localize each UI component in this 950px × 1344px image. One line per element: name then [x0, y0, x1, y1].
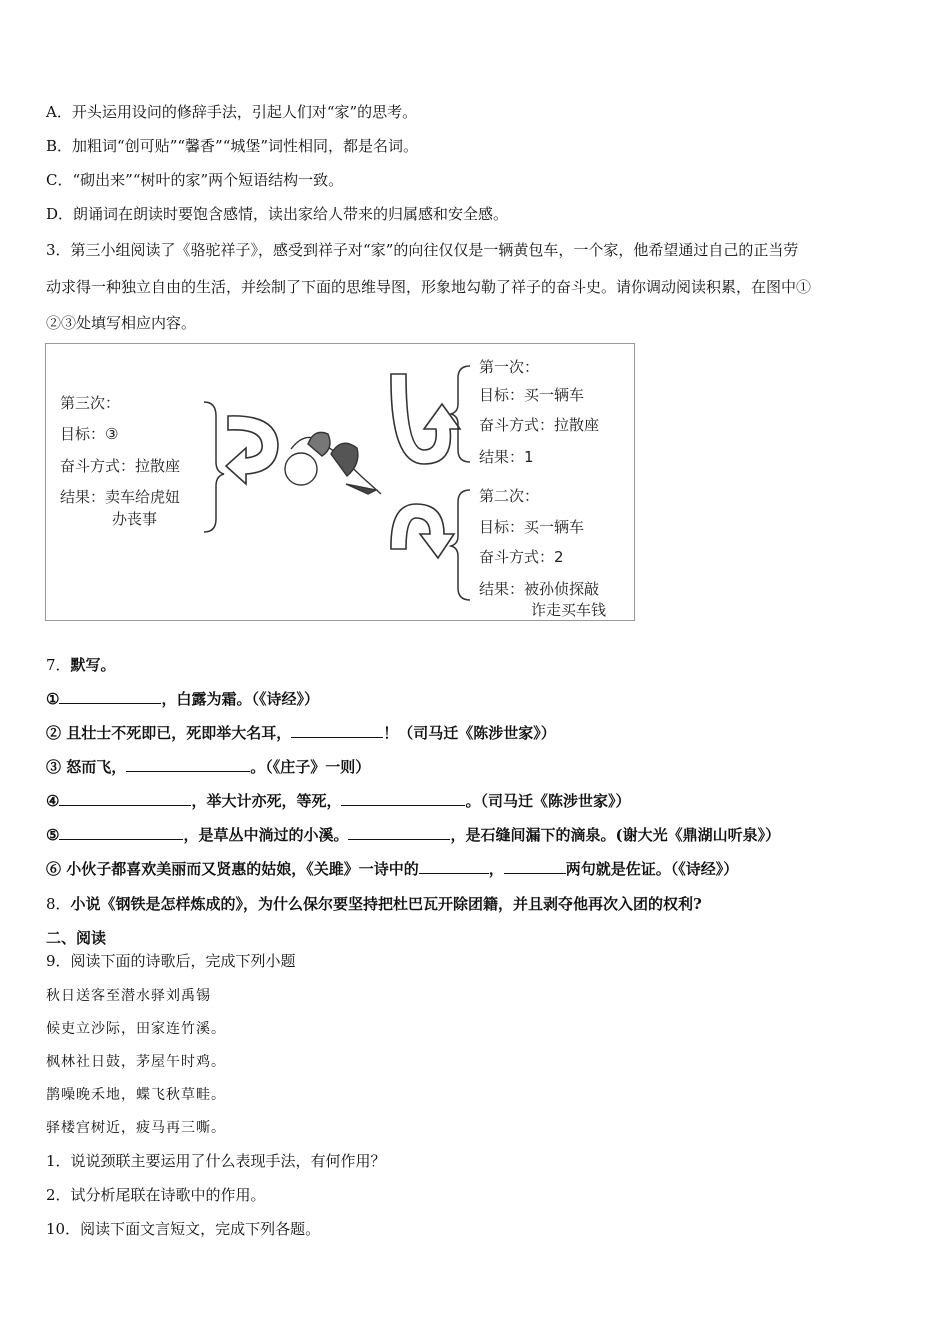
- q8: [46, 894, 702, 914]
- right-brace-lower: [451, 490, 470, 600]
- q9-sub-1: 1．说说颈联主要运用了什么表现手法，有何作用？: [46, 1152, 386, 1170]
- q7-item-1-pre: ①: [46, 690, 60, 708]
- q3-line1: 3．第三小组阅读了《骆驼祥子》，感受到祥子对“家”的向往仅仅是一辆黄包车，一个家，他希望通过自己的正当劳: [46, 241, 799, 259]
- left-brace: [204, 402, 224, 532]
- second-result: 结果：被孙侦探敲: [479, 580, 600, 598]
- q3-line3: ②③处填写相应内容。: [46, 314, 197, 332]
- section-title: 二、阅读: [46, 929, 107, 947]
- q7-item-2-pre: ② 且壮士不死即已，死即举大名耳，: [46, 724, 292, 742]
- q9-sub-2: 2．试分析尾联在诗歌中的作用。: [46, 1186, 266, 1204]
- q7-item-2: [46, 723, 556, 743]
- q7-item-4-pre: ④: [46, 792, 60, 810]
- fill-blank[interactable]: [348, 825, 450, 840]
- first-method: 奋斗方式：拉散座: [479, 416, 600, 434]
- third-goal: 目标：③: [60, 425, 119, 443]
- q9-intro: 9．阅读下面的诗歌后，完成下列小题: [46, 952, 296, 970]
- second-result-cont: 诈走买车钱: [531, 601, 607, 619]
- poem-title: 秋日送客至潜水驿刘禹锡: [46, 988, 211, 1004]
- q7-item-3-post: 。（《庄子》一则）: [250, 758, 371, 776]
- q7-item-1-post: ，白露为霜。（《诗经》）: [161, 690, 319, 708]
- second-title: 第二次：: [479, 487, 540, 505]
- poem-line-4: 驿楼宫树近，疲马再三嘶。: [46, 1120, 226, 1136]
- fill-blank[interactable]: [341, 791, 465, 806]
- q7-number: 7．: [46, 656, 71, 674]
- n-arrow-lower: [391, 504, 454, 558]
- third-result-cont: 办丧事: [112, 510, 158, 528]
- fill-blank[interactable]: [59, 791, 191, 806]
- q7-item-4: [46, 791, 630, 811]
- curved-arrow-left: [226, 416, 278, 484]
- third-result: 结果：卖车给虎妞: [60, 488, 181, 506]
- q7-item-6-mid: ，: [488, 860, 504, 878]
- q7-item-3-pre: ③ 怒而飞，: [46, 758, 127, 776]
- fill-blank[interactable]: [59, 689, 161, 704]
- poem-line-3: 鹊噪晚禾地，蝶飞秋草畦。: [46, 1087, 226, 1103]
- option-d: D．朗诵词在朗读时要饱含感情，读出家给人带来的归属感和安全感。: [46, 205, 509, 223]
- mind-map-figure: [45, 343, 635, 621]
- option-a: A．开头运用设问的修辞手法，引起人们对“家”的思考。: [46, 103, 418, 121]
- q7-item-6-pre: ⑥ 小伙子都喜欢美丽而又贤惠的姑娘，《关雎》一诗中的: [46, 860, 419, 878]
- q7-item-5-mid: ，是草丛中淌过的小溪。: [183, 826, 349, 844]
- q7-item-5-pre: ⑤: [46, 826, 60, 844]
- u-arrow-upper: [391, 374, 460, 464]
- q8-number: 8．: [46, 895, 71, 913]
- rickshaw-illustration: [285, 432, 381, 494]
- q7-item-4-post: 。（司马迁《陈涉世家》）: [465, 792, 631, 810]
- right-brace-upper: [451, 366, 470, 462]
- fill-blank[interactable]: [126, 757, 250, 772]
- q7-item-1: [46, 689, 319, 709]
- fill-blank[interactable]: [504, 859, 566, 874]
- q7-title: 默写。: [70, 656, 116, 674]
- option-c: C．“砌出来”“树叶的家”两个短语结构一致。: [46, 171, 344, 189]
- poem-line-2: 枫林社日鼓，茅屋午时鸡。: [46, 1054, 226, 1070]
- q7-item-5: [46, 825, 780, 845]
- third-title: 第三次：: [60, 394, 121, 412]
- second-goal: 目标：买一辆车: [479, 518, 585, 536]
- q7-heading: [46, 655, 116, 675]
- fill-blank[interactable]: [291, 723, 383, 738]
- q10: 10．阅读下面文言短文，完成下列各题。: [46, 1220, 321, 1238]
- q7-item-6-post: 两句就是佐证。（《诗经》）: [565, 860, 739, 878]
- third-method: 奋斗方式：拉散座: [60, 457, 181, 475]
- q7-item-4-mid: ，举大计亦死，等死，: [191, 792, 342, 810]
- second-method: 奋斗方式：2: [479, 548, 564, 566]
- fill-blank[interactable]: [419, 859, 489, 874]
- first-title: 第一次：: [479, 358, 540, 376]
- option-b: B．加粗词“创可贴”“馨香”“城堡”词性相同，都是名词。: [46, 137, 419, 155]
- q7-item-3: [46, 757, 370, 777]
- q7-item-6: [46, 859, 738, 879]
- fill-blank[interactable]: [59, 825, 183, 840]
- q7-item-5-post: ，是石缝间漏下的滴泉。(谢大光《鼎湖山听泉》）: [450, 826, 781, 844]
- q3-line2: 动求得一种独立自由的生活，并绘制了下面的思维导图，形象地勾勒了祥子的奋斗史。请你调动阅读积累，在图中①: [46, 278, 812, 296]
- first-result: 结果：1: [479, 448, 534, 466]
- q8-text: 小说《钢铁是怎样炼成的》，为什么保尔要坚持把杜巴瓦开除团籍，并且剥夺他再次入团的权利?: [70, 895, 702, 913]
- q7-item-2-post: ！（司马迁《陈涉世家》）: [383, 724, 556, 742]
- poem-line-1: 候吏立沙际，田家连竹溪。: [46, 1021, 226, 1037]
- first-goal: 目标：买一辆车: [479, 386, 585, 404]
